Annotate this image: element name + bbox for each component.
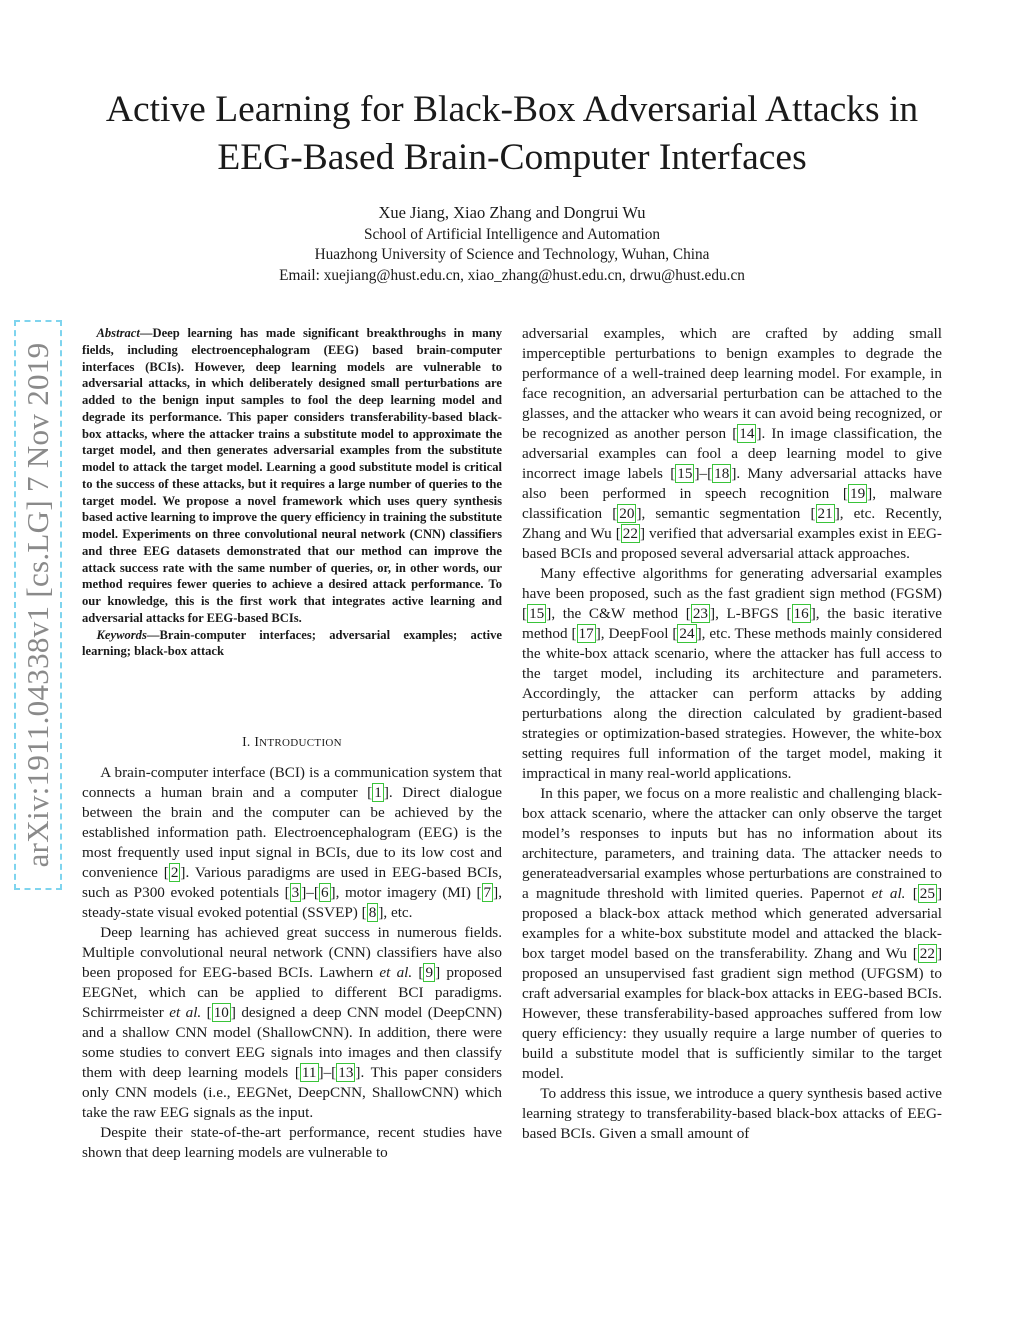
section-title-initial: I xyxy=(254,734,260,749)
text-run: Despite their state-of-the-art performance, recent studies have shown that deep learning models are vulnerable to xyxy=(82,1124,502,1161)
text-run: , DeepFool xyxy=(600,625,673,642)
right-column-body xyxy=(522,324,942,1144)
body-paragraph xyxy=(522,1084,942,1144)
citation-link[interactable]: 10 xyxy=(213,1004,229,1021)
body-paragraph: Many effective algorithms for generating adversarial examples have been proposed, such as the fast gradient sign method (FGSM) [ 15 ], the C&W method [ 23 ], L-BFGS [ 16 ], the basic iterative method [ 17 ], DeepFool [ 24 ], etc. These methods mainly considered the white-box attack scenario, where the attacker has full access to the target model, including its architecture and parameters. Accordingly, the attacker can perform attacks by adding perturbations along the direction calculated by gradient-based strategies or optimization-based strategies. However, the white-box setting requires full information of the target model, making it impractical in many real-world applications. xyxy=(522,565,942,782)
text-run: proposed EEGNet, which can be applied to different BCI paradigms. Schirrmeister xyxy=(82,964,503,1021)
citation-link[interactable]: 7 xyxy=(483,884,492,901)
italic-text: et al. xyxy=(871,885,906,902)
body-paragraph: Deep learning has achieved great success in numerous fields. Multiple convolutional neural network (CNN) classifiers have also been proposed for EEG-based BCIs. Lawhern et al. [ 9 ] proposed EEGNet, which can be applied to different BCI paradigms. Schirrmeister et al. [ 10 ] designed a deep CNN model (DeepCNN) and a shallow CNN model (ShallowCNN). In addition, there were some studies to convert EEG signals into images and then classify them with deep learning models [ 11 ]–[ 13 ]. This paper considers only CNN models (i.e., EEGNet, DeepCNN, ShallowCNN) which take the raw EEG signals as the input. xyxy=(82,924,503,1121)
abstract-paragraph xyxy=(82,325,502,627)
citation-link[interactable]: 19 xyxy=(849,485,866,502)
text-run: – xyxy=(699,465,708,482)
text-run: verified that adversarial examples exist in EEG-based BCIs and proposed several adversarial attack approaches. xyxy=(522,525,942,562)
text-run: – xyxy=(306,884,314,901)
text-run xyxy=(905,885,912,902)
body-paragraph: In this paper, we focus on a more realistic and challenging black-box attack scenario, where the attacker can only observe the target model’s responses to inputs but has no information about its architecture, parameters, and training data. The attacker needs to generateadversarial examples whose perturbations are constrained to a magnitude threshold with limited queries. Papernot et al. [ 25 ] proposed a black-box attack method which generated adversarial examples for a white-box substitute model and attacked the black-box target model based on the transferability. Zhang and Wu [ 22 ] proposed an unsupervised fast gradient sign method (UFGSM) to craft adversarial examples for black-box attacks in EEG-based BCIs. However, these transferability-based approaches suffered from low query efficiency: they usually require a large number of queries to build a substitute model that is sufficiently similar to the target model. xyxy=(522,785,943,1082)
citation-link[interactable]: 15 xyxy=(677,465,693,482)
paper-title: Active Learning for Black-Box Adversarial Attacks in EEG-Based Brain-Computer Interfaces xyxy=(105,89,919,178)
abstract-label: Abstract xyxy=(96,326,140,340)
citation-link[interactable]: 20 xyxy=(619,505,635,522)
text-run: . Direct dialogue between the brain and the computer can be achieved by the established information path. Electroencephalogram (EEG) is the most frequently used input signal in BCIs, due to its low cost and convenience xyxy=(82,784,502,881)
text-run: , motor imagery (MI) xyxy=(335,884,477,901)
text-run xyxy=(201,1004,206,1021)
left-column-body xyxy=(82,763,502,1163)
text-run: adversarial examples, which are crafted by adding small imperceptible perturbations to benign examples to degrade the performance of a well-trained deep learning model. For example, in face recognition, an adversarial perturbation can be attached to the glasses, and the attacker who wears it can avoid being recognized, or be recognized as another person xyxy=(522,325,942,442)
text-run: , etc. These methods mainly considered the white-box attack scenario, where the attacker has full access to the target model, including its architecture and parameters. Accordingly, the attacker can perform attacks by adding perturbations along the direction calculated by gradient-based strategies or optimization-based strategies. However, the white-box setting requires full information of the target model, making it impractical in many real-world applications. xyxy=(522,625,942,782)
section-number: I. xyxy=(242,734,255,749)
affiliation-university: Huazhong University of Science and Technology, Wuhan, China xyxy=(314,246,710,263)
body-paragraph xyxy=(82,1123,502,1163)
text-run: designed a deep CNN model (DeepCNN) and a shallow CNN model (ShallowCNN). In addition, there were some studies to convert EEG signals into images and then classify them with deep learning models xyxy=(82,1004,503,1081)
text-run: , semantic segmentation xyxy=(641,505,811,522)
author-list: Xue Jiang, Xiao Zhang and Dongrui Wu xyxy=(378,203,646,222)
citation-link[interactable]: 6 xyxy=(320,884,329,901)
text-run: , steady-state visual evoked potential (SSVEP) xyxy=(82,884,502,921)
section-heading-introduction xyxy=(82,734,502,750)
affiliation-school: School of Artificial Intelligence and Automation xyxy=(363,226,661,243)
citation-link[interactable]: 8 xyxy=(368,904,377,921)
citation-link[interactable]: 16 xyxy=(793,605,809,622)
text-run xyxy=(412,964,418,981)
arxiv-stamp[interactable] xyxy=(16,322,60,888)
text-run: proposed an unsupervised fast gradient sign method (UFGSM) to craft adversarial examples for black-box attacks in EEG-based BCIs. However, these transferability-based approaches suffered from low query efficiency: they usually require a large number of queries to build a substitute model that is sufficiently similar to the target model. xyxy=(522,965,942,1082)
text-run: , L-BFGS xyxy=(715,605,787,622)
citation-link[interactable]: 22 xyxy=(919,945,935,962)
citation-link[interactable]: 15 xyxy=(529,605,545,622)
citation-link[interactable]: 23 xyxy=(692,605,709,622)
citation-link[interactable]: 22 xyxy=(622,525,638,542)
text-run: . Many adversarial attacks have also been performed in speech recognition xyxy=(522,465,942,502)
keywords-label: Keywords xyxy=(96,627,147,642)
text-run: , etc. xyxy=(383,904,413,921)
keywords-text: —Brain-computer interfaces; adversarial examples; active learning; black-box attack xyxy=(82,627,502,659)
text-run: proposed a black-box attack method which generated adversarial examples for a white-box substitute model and attacked the black-box target model based on the transferability. Zhang and Wu xyxy=(522,905,942,962)
text-run: Many effective algorithms for generating adversarial examples have been proposed, such as the fast gradient sign method (FGSM) xyxy=(522,565,942,602)
citation-link[interactable]: 17 xyxy=(578,625,594,642)
text-run: In this paper, we focus on a more realistic and challenging black-box attack scenario, where the attacker can only observe the target model’s responses to inputs but has no information about its architecture, parameters, and training data. The attacker needs to generateadversarial examples whose perturbations are constrained to a magnitude threshold with limited queries. Papernot xyxy=(522,785,942,902)
citation-link[interactable]: 25 xyxy=(919,885,935,902)
text-run: – xyxy=(323,1064,332,1081)
citation-link[interactable]: 2 xyxy=(170,864,179,881)
arxiv-stamp-text: arXiv:1911.04338v1 [cs.LG] 7 Nov 2019 xyxy=(20,342,55,868)
text-run: . In image classification, the adversarial examples can fool a deep learning model to give incorrect image labels xyxy=(522,425,942,482)
text-run: A brain-computer interface (BCI) is a communication system that connects a human brain and a computer xyxy=(82,764,502,801)
body-paragraph: A brain-computer interface (BCI) is a communication system that connects a human brain and a computer [ 1 ]. Direct dialogue between the brain and the computer can be achieved by the established information path. Electroencephalogram (EEG) is the most frequently used input signal in BCIs, due to its low cost and convenience [ 2 ]. Various paradigms are used in EEG-based BCIs, such as P300 evoked potentials [ 3 ]–[ 6 ], motor imagery (MI) [ 7 ], steady-state visual evoked potential (SSVEP) [ 8 ], etc. xyxy=(82,764,502,921)
citation-link[interactable]: 21 xyxy=(817,505,833,522)
citation-link[interactable]: 18 xyxy=(714,465,730,482)
citation-link[interactable]: 24 xyxy=(679,625,695,642)
body-paragraph: adversarial examples, which are crafted by adding small imperceptible perturbations to benign examples to degrade the performance of a well-trained deep learning model. For example, in face recognition, an adversarial perturbation can be attached to the glasses, and the attacker who wears it can avoid being recognized, or be recognized as another person [ 14 ]. In image classification, the adversarial examples can fool a deep learning model to give incorrect image labels [ 15 ]–[ 18 ]. Many adversarial attacks have also been performed in speech recognition [ 19 ], malware classification [ 20 ], semantic segmentation [ 21 ], etc. Recently, Zhang and Wu [ 22 ] verified that adversarial examples exist in EEG-based BCIs and proposed several adversarial attack approaches. xyxy=(522,325,942,562)
text-run: . This paper considers only CNN models (i.e., EEGNet, DeepCNN, ShallowCNN) which take the raw EEG signals as the input. xyxy=(82,1064,502,1121)
abstract-text: —Deep learning has made significant breakthroughs in many fields, including electroencephalogram (EEG) based brain-computer interfaces (BCIs). However, deep learning models are vulnerable to adversarial attacks, in which deliberately designed small perturbations are added to the benign input samples to fool the deep learning model and degrade its performance. This paper considers transferability-based black-box attacks, where the attacker trains a substitute model to approximate the target model, and then generates adversarial examples from the substitute model to attack the target model. Learning a good substitute model is critical to the success of these attacks, but it requires a large number of queries to the target model. We propose a novel framework which uses query synthesis based active learning to improve the query efficiency in training the substitute model. Experiments on three convolutional neural network (CNN) classifiers and three EEG datasets demonstrated that our method can improve the attack success rate with the same number of queries, or, in other words, our method requires fewer queries to achieve a desired attack performance. To our knowledge, this is the first work that integrates active learning and adversarial attacks for EEG-based BCIs. xyxy=(82,326,502,625)
citation-link[interactable]: 13 xyxy=(338,1064,354,1081)
keywords-paragraph xyxy=(82,627,502,661)
author-emails[interactable]: Email: xuejiang@hust.edu.cn, xiao_zhang@hust.edu.cn, drwu@hust.edu.cn xyxy=(279,267,745,284)
text-run: , malware classification xyxy=(522,485,942,522)
italic-text: et al. xyxy=(169,1004,202,1021)
text-run: , the basic iterative method xyxy=(522,605,942,642)
citation-link[interactable]: 11 xyxy=(301,1064,317,1081)
citation-link[interactable]: 14 xyxy=(739,425,755,442)
text-run: , the C&W method xyxy=(551,605,686,622)
section-title-smallcaps: NTRODUCTION xyxy=(259,737,342,749)
text-run: To address this issue, we introduce a query synthesis based active learning strategy to transferability-based black-box attacks of EEG-based BCIs. Given a small amount of xyxy=(522,1085,942,1142)
citation-link[interactable]: 9 xyxy=(425,964,434,981)
citation-link[interactable]: 3 xyxy=(291,884,300,901)
citation-link[interactable]: 1 xyxy=(374,784,382,801)
text-run: , etc. Recently, Zhang and Wu xyxy=(522,505,942,542)
abstract xyxy=(82,325,502,660)
text-run: Deep learning has achieved great success in numerous fields. Multiple convolutional neural network (CNN) classifiers have also been proposed for EEG-based BCIs. Lawhern xyxy=(82,924,502,981)
italic-text: et al. xyxy=(379,964,413,981)
text-run: . Various paradigms are used in EEG-based BCIs, such as P300 evoked potentials xyxy=(82,864,502,901)
